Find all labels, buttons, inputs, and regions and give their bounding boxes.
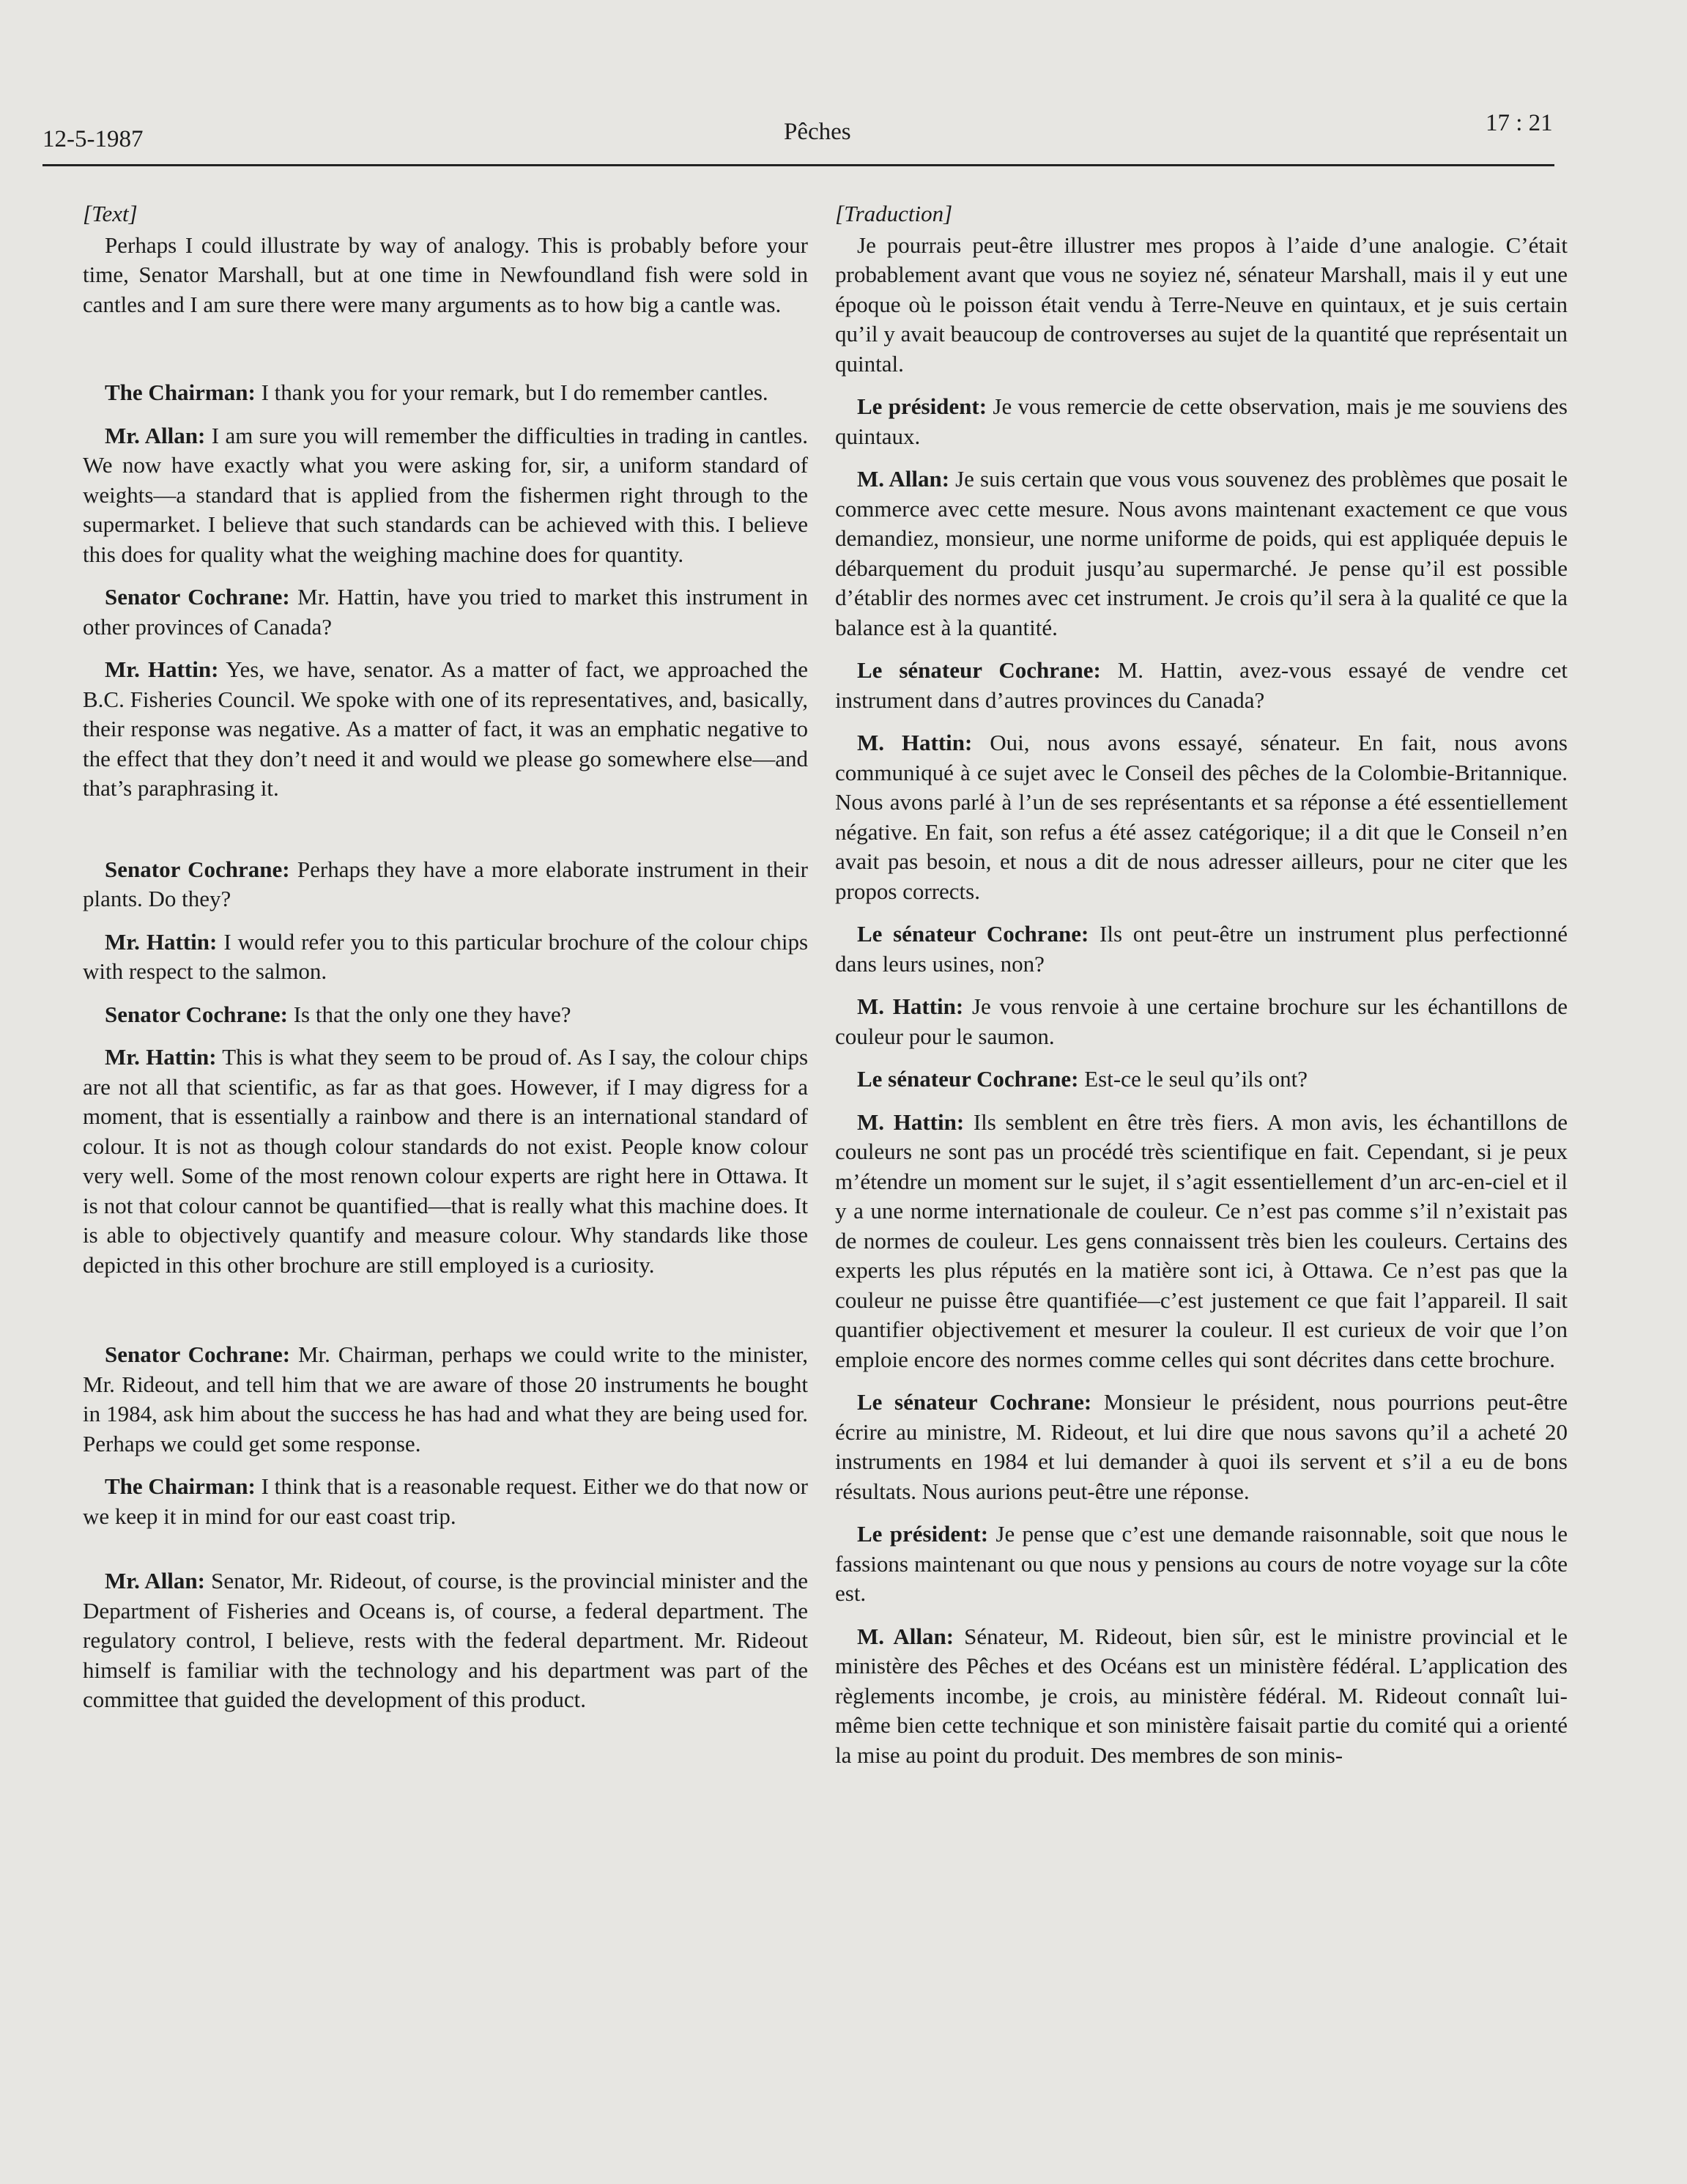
header-rule — [42, 164, 1554, 166]
speaker-name: Mr. Hattin: — [105, 1044, 217, 1070]
paragraph — [83, 378, 808, 408]
paragraph-text: Je vous remercie de cette observation, mais je me souviens des quintaux. — [835, 393, 1568, 449]
paragraph-text: Ils ont peut-être un instrument plus perfectionné dans leurs usines, non? — [835, 921, 1568, 977]
paragraph — [835, 1065, 1568, 1095]
paragraph-text: This is what they seem to be proud of. As I say, the colour chips are not all that scientific, as far as that goes. However, if I may digress for a moment, that is essentially a rainbow and there is an international standard of colour. It is not as though colour standards do not exist. People know colour very well. Some of the most renown colour experts are right here in Ottawa. It is not that colour cannot be quantified—that is really what this machine does. It is able to objectively quantify and measure colour. Why standards like those depicted in this other brochure are still employed is a curiosity. — [83, 1044, 809, 1278]
paragraph-text: Je pense que c’est une demande raisonnable, soit que nous le fassions maintenant ou que nous y pensions au cours de notre voyage sur la côte est. — [835, 1521, 1568, 1606]
paragraph — [83, 1472, 808, 1531]
speaker-name: The Chairman: — [105, 1473, 256, 1499]
paragraph — [835, 1622, 1568, 1771]
paragraph — [83, 421, 808, 570]
paragraph — [835, 992, 1568, 1051]
paragraph-text: I would refer you to this particular brochure of the colour chips with respect to the salmon. — [83, 928, 809, 984]
paragraph — [835, 656, 1568, 715]
paragraph — [83, 582, 808, 642]
paragraph — [835, 1108, 1568, 1375]
paragraph-text: Perhaps they have a more elaborate instrument in their plants. Do they? — [83, 856, 808, 911]
paragraph — [835, 464, 1568, 643]
speaker-name: Le sénateur Cochrane: — [857, 1389, 1092, 1415]
paragraph-text: Est-ce le seul qu’ils ont? — [1078, 1066, 1308, 1092]
paragraph — [83, 655, 808, 804]
paragraph-text: Mr. Hattin, have you tried to market this instrument in other provinces of Canada? — [83, 584, 809, 640]
french-column — [835, 199, 1568, 1783]
speaker-name: Senator Cochrane: — [105, 584, 290, 610]
speaker-name: M. Hattin: — [857, 730, 973, 755]
paragraph-text: I am sure you will remember the difficulties in trading in cantles. We now have exactly what you were asking for, sir, a uniform standard of weights—a standard that is applied from the fishermen right through to the supermarket. I believe that such standards can be achieved with this. I believe this does for quality what the weighing machine does for quantity. — [83, 422, 808, 567]
header-page-number: 17 : 21 — [1486, 110, 1553, 136]
paragraph — [835, 1388, 1568, 1506]
paragraph-text: Yes, we have, senator. As a matter of fact, we approached the B.C. Fisheries Council. We spoke with one of its representatives, and, basically, their response was negative. As a matter of fact, it was an emphatic negative to the effect that they don’t need it and would we please go somewhere else—and that’s paraphrasing it. — [83, 656, 808, 801]
paragraph-text: Je vous renvoie à une certaine brochure sur les échantillons de couleur pour le saumon. — [835, 993, 1568, 1049]
speaker-name: Senator Cochrane: — [105, 1341, 291, 1367]
paragraph — [835, 392, 1568, 451]
speaker-name: Mr. Hattin: — [105, 656, 219, 682]
header-title: Pêches — [784, 119, 851, 145]
paragraph-text: M. Hattin, avez-vous essayé de vendre cet instrument dans d’autres provinces du Canada? — [835, 657, 1568, 713]
speaker-name: Senator Cochrane: — [105, 856, 290, 882]
paragraph — [83, 1043, 808, 1280]
column-label: [Traduction] — [835, 201, 953, 226]
paragraph-text: Senator, Mr. Rideout, of course, is the provincial minister and the Department of Fisheries and Oceans is, of course, a federal department. The regulatory control, I believe, rests with the federal department. Mr. Rideout himself is familiar with the technology and his department was part of the committee that guided the development of this product. — [83, 1568, 808, 1712]
speaker-name: Senator Cochrane: — [105, 1001, 288, 1027]
speaker-name: Mr. Hattin: — [105, 928, 218, 955]
speaker-name: Mr. Allan: — [105, 1568, 205, 1593]
paragraph — [835, 728, 1568, 906]
paragraph-text: Mr. Chairman, perhaps we could write to the minister, Mr. Rideout, and tell him that we are aware of those 20 instruments he bought in 1984, ask him about the success he has had and what they are being used for. Perhaps we could get some response. — [83, 1341, 809, 1456]
paragraph-text: I think that is a reasonable request. Either we do that now or we keep it in mind for our east coast trip. — [83, 1473, 808, 1529]
speaker-name: Le président: — [857, 1521, 989, 1547]
paragraph-text: Is that the only one they have? — [287, 1001, 571, 1027]
speaker-name: M. Allan: — [857, 466, 950, 492]
speaker-name: M. Hattin: — [857, 993, 964, 1019]
paragraph — [83, 1000, 808, 1030]
paragraph — [835, 919, 1568, 979]
header-date: 12-5-1987 — [42, 126, 144, 152]
paragraph-text: I thank you for your remark, but I do remember cantles. — [255, 380, 768, 405]
speaker-name: Le sénateur Cochrane: — [857, 921, 1089, 947]
speaker-name: Le président: — [857, 393, 987, 419]
speaker-name: Le sénateur Cochrane: — [857, 657, 1101, 683]
speaker-name: The Chairman: — [105, 380, 256, 405]
paragraph — [835, 1519, 1568, 1609]
paragraph-text: Sénateur, M. Rideout, bien sûr, est le ministre provincial et le ministère des Pêches et des Océans est un ministère fédéral. L’application des règlements incombe, je crois, au ministère fédéral. M. Rideout connaît lui-même bien cette technique et son ministère faisait partie du comité qui a orienté la mise au point du produit. Des membres de son minis- — [835, 1623, 1568, 1768]
paragraph-text: Je suis certain que vous vous souvenez des problèmes que posait le commerce avec cette mesure. Nous avons maintenant exactement ce que vous demandiez, monsieur, une norme uniforme de poids, qui est appliquée depuis le débarquement du produit jusqu’au supermarché. Je pense qu’il est possible d’établir des normes avec cet instrument. Je crois qu’il sera à la qualité ce que la balance est à la quantité. — [835, 466, 1568, 640]
english-column — [83, 199, 808, 1728]
speaker-name: M. Hattin: — [857, 1108, 965, 1135]
speaker-name: M. Allan: — [857, 1623, 954, 1649]
paragraph-text: Monsieur le président, nous pourrions peut-être écrire au ministre, M. Rideout, et lui dire que nous savons qu’il a acheté 20 instruments en 1984 et lui demander à quoi ils servent et s’il a eu de bons résultats. Nous aurions peut-être une réponse. — [835, 1389, 1568, 1504]
paragraph — [83, 1340, 808, 1459]
column-label: [Text] — [83, 201, 138, 226]
paragraph — [83, 928, 808, 987]
paragraph-text: Ils semblent en être très fiers. A mon avis, les échantillons de couleurs ne sont pas un procédé très scientifique en fait. Cependant, si je peux m’étendre un moment sur le sujet, il s’agit essentiellement d’un arc-en-ciel et il y a une norme internationale de couleur. Ce n’est pas comme s’il n’existait pas de normes de couleur. Les gens connaissent très bien les couleurs. Certains des experts les plus réputés en la matière sont ici, à Ottawa. Ce n’est pas que la couleur ne puisse être quantifiée—c’est justement ce que fait l’appareil. Il sait quantifier objectivement et mesurer la couleur. Il est curieux de voir que l’on emploie encore des normes comme celles qui sont décrites dans cette brochure. — [835, 1108, 1568, 1372]
speaker-name: Le sénateur Cochrane: — [857, 1066, 1079, 1092]
speaker-name: Mr. Allan: — [105, 422, 206, 448]
paragraph: Je pourrais peut-être illustrer mes propos à l’aide d’une analogie. C’était probablement avant que vous ne soyiez né, sénateur Marshall, mais il y eut une époque où le poisson était vendu à Terre-Neuve en quintaux, et je suis certain qu’il y avait beaucoup de controverses au sujet de la quantité que représentait un quintal. — [835, 232, 1568, 377]
paragraph — [83, 1566, 808, 1715]
paragraph: Perhaps I could illustrate by way of analogy. This is probably before your time, Senator Marshall, but at one time in Newfoundland fish were sold in cantles and I am sure there were many arguments as to how big a cantle was. — [83, 232, 808, 317]
page-header — [0, 0, 1687, 176]
paragraph-text: Oui, nous avons essayé, sénateur. En fait, nous avons communiqué à ce sujet avec le Conseil des pêches de la Colombie-Britannique. Nous avons parlé à l’un de ses représentants et sa réponse a été essentiellement négative. En fait, son refus a été assez catégorique; il a dit que le Conseil n’en avait pas besoin, et nous a dit de nous adresser ailleurs, pour ne citer que les propos corrects. — [835, 730, 1568, 904]
paragraph — [83, 855, 808, 914]
